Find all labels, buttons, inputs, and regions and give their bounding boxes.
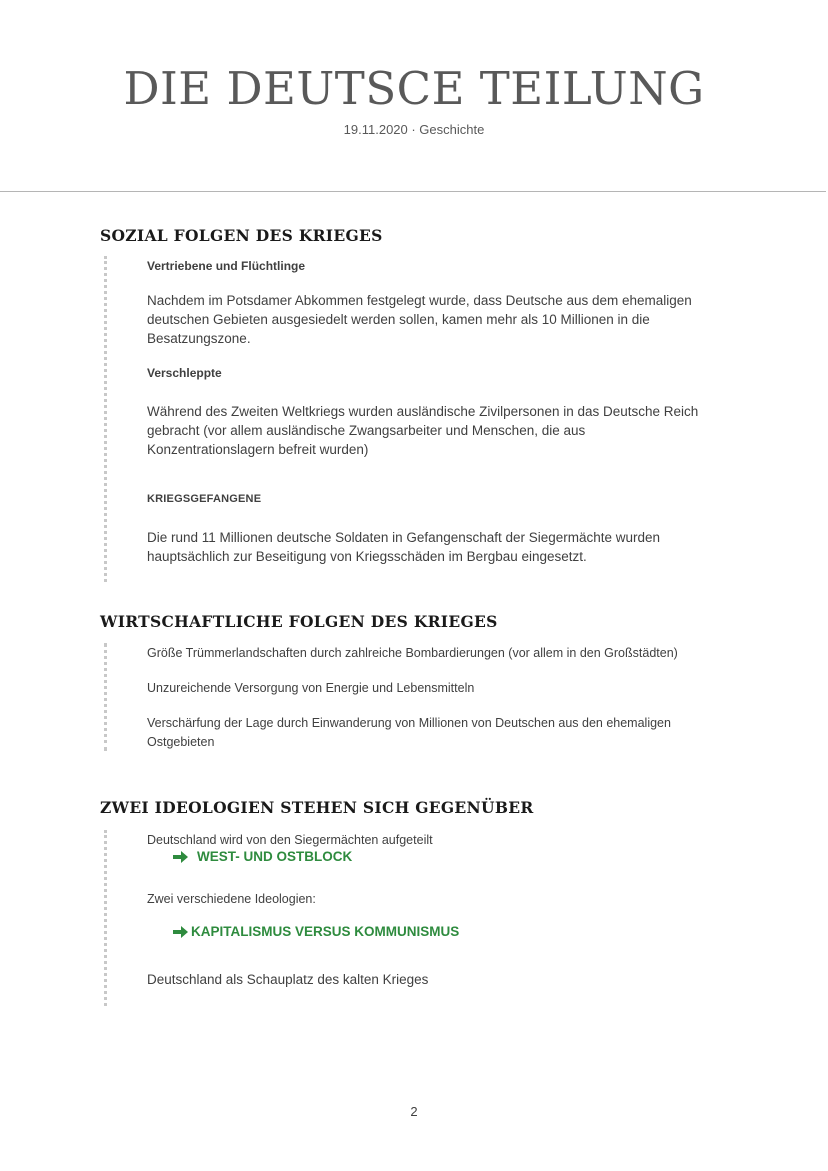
section-ideologies-border bbox=[104, 830, 107, 1006]
paragraph-refugees-line1: Nachdem im Potsdamer Abkommen festgelegt wurde, dass Deutsche aus dem ehemaligen bbox=[147, 293, 692, 308]
paragraph-prisoners-line2: hauptsächlich zur Beseitigung von Kriegsschäden im Bergbau eingesetzt. bbox=[147, 549, 587, 564]
label-deported: Verschleppte bbox=[147, 366, 222, 380]
paragraph-prisoners-line1: Die rund 11 Millionen deutsche Soldaten in Gefangenschaft der Siegermächte wurden bbox=[147, 530, 661, 545]
paragraph-refugees-line3: Besatzungszone. bbox=[147, 331, 251, 346]
page-number: 2 bbox=[410, 1104, 418, 1119]
section-economic-border bbox=[104, 643, 107, 751]
label-prisoners: KRIEGSGEFANGENE bbox=[147, 493, 262, 505]
page-title: DIE DEUTSCE TEILUNG bbox=[123, 62, 705, 115]
header-divider bbox=[0, 191, 826, 192]
economic-item-immigration-line1: Verschärfung der Lage durch Einwanderung von Millionen von Deutschen aus den ehemaligen bbox=[147, 716, 671, 730]
paragraph-refugees-line2: deutschen Gebieten ausgesiedelt werden sollen, kamen mehr als 10 Millionen in die bbox=[147, 312, 650, 327]
ideology-line-cold-war: Deutschland als Schauplatz des kalten Krieges bbox=[147, 972, 429, 987]
ideology-line-two-ideologies: Zwei verschiedene Ideologien: bbox=[147, 892, 316, 906]
economic-item-supply: Unzureichende Versorgung von Energie und Lebensmitteln bbox=[147, 681, 475, 695]
economic-item-immigration-line2: Ostgebieten bbox=[147, 735, 215, 749]
section-heading-economic: WIRTSCHAFTLICHE FOLGEN DES KRIEGES bbox=[100, 612, 498, 631]
paragraph-deported-line1: Während des Zweiten Weltkriegs wurden ausländische Zivilpersonen in das Deutsche Reich bbox=[147, 404, 699, 419]
result-west-east-block bbox=[172, 849, 352, 864]
label-refugees: Vertriebene und Flüchtlinge bbox=[147, 259, 306, 273]
section-heading-ideologies: ZWEI IDEOLOGIEN STEHEN SICH GEGENÜBER bbox=[100, 798, 534, 817]
arrow-right-icon bbox=[172, 850, 189, 864]
economic-item-rubble: Größe Trümmerlandschaften durch zahlreiche Bombardierungen (vor allem in den Großstädten) bbox=[147, 646, 678, 660]
result-capitalism-communism bbox=[172, 924, 459, 939]
result-west-east-block-text: WEST- UND OSTBLOCK bbox=[197, 849, 353, 864]
paragraph-deported-line2: gebracht (vor allem ausländische Zwangsarbeiter und Menschen, die aus bbox=[147, 423, 586, 438]
page-subtitle: 19.11.2020 · Geschichte bbox=[343, 122, 485, 137]
arrow-right-icon bbox=[172, 925, 189, 939]
section-social-border bbox=[104, 256, 107, 582]
result-capitalism-communism-text: KAPITALISMUS VERSUS KOMMUNISMUS bbox=[191, 924, 460, 939]
section-heading-social: SOZIAL FOLGEN DES KRIEGES bbox=[100, 226, 383, 245]
paragraph-deported-line3: Konzentrationslagern befreit wurden) bbox=[147, 442, 369, 457]
ideology-line-division: Deutschland wird von den Siegermächten aufgeteilt bbox=[147, 833, 433, 847]
